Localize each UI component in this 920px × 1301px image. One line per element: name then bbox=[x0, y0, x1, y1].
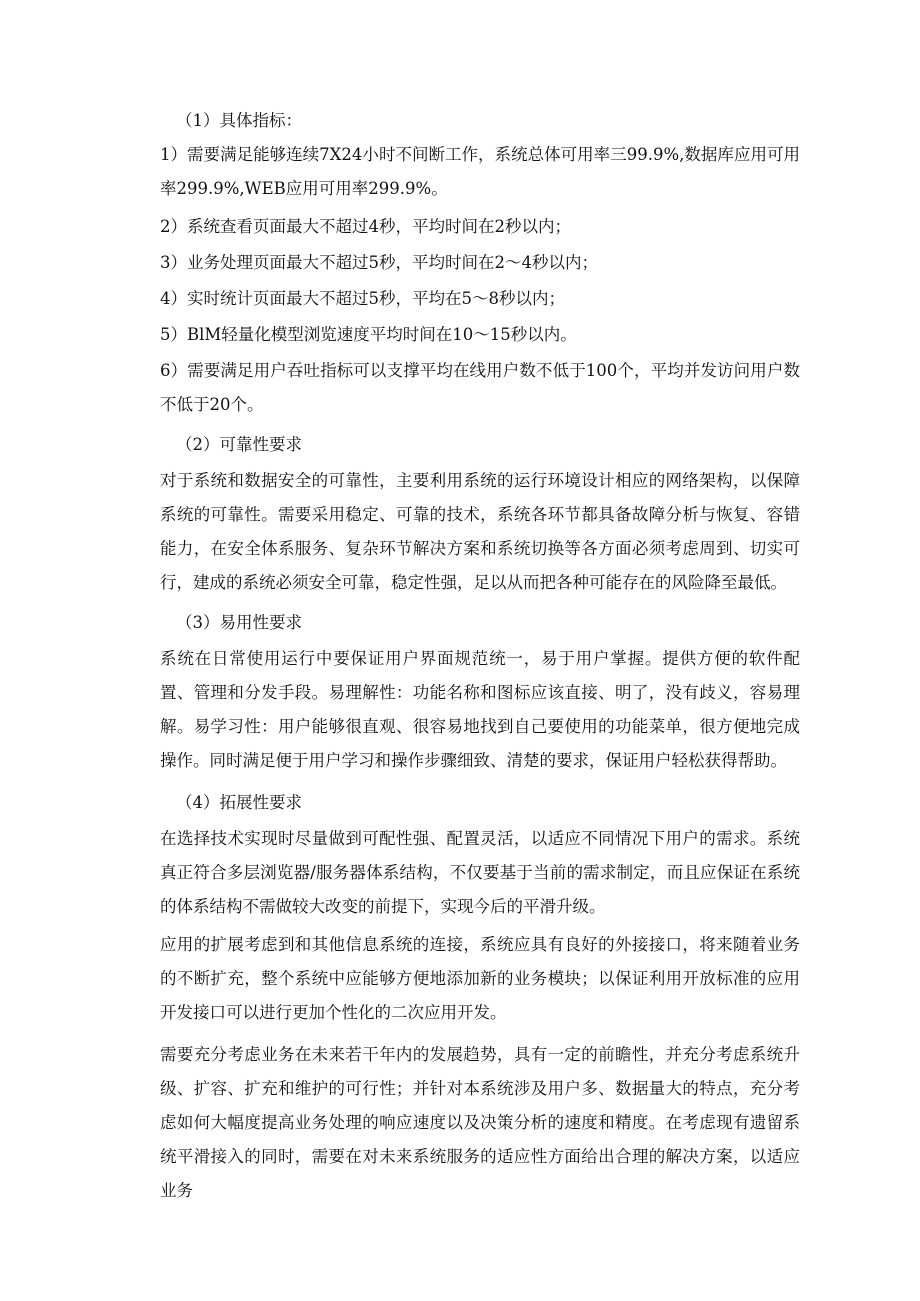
indicator-item-3: 3）业务处理页面最大不超过5秒，平均时间在2～4秒以内； bbox=[160, 253, 598, 272]
heading-reliability: （2）可靠性要求 bbox=[176, 435, 302, 454]
usability-paragraph: 系统在日常使用运行中要保证用户界面规范统一，易于用户掌握。提供方便的软件配置、管理和分发手段。易理解性：功能名称和图标应该直接、明了，没有歧义，容易理解。易学习性：用户能够很直观、很容易地找到自己要使用的功能菜单，很方便地完成操作。同时满足便于用户学习和操作步骤细致、清楚的要求，保证用户轻松获得帮助。 bbox=[160, 649, 800, 770]
extensibility-paragraph-3: 需要充分考虑业务在未来若干年内的发展趋势，具有一定的前瞻性，并充分考虑系统升级、扩容、扩充和维护的可行性；并针对本系统涉及用户多、数据量大的特点，充分考虑如何大幅度提高业务处理的响应速度以及决策分析的速度和精度。在考虑现有遗留系统平滑接入的同时，需要在对未来系统服务的适应性方面给出合理的解决方案，以适应业务 bbox=[160, 1045, 800, 1200]
indicator-item-2: 2）系统查看页面最大不超过4秒，平均时间在2秒以内； bbox=[160, 217, 571, 236]
extensibility-paragraph-1: 在选择技术实现时尽量做到可配性强、配置灵活，以适应不同情况下用户的需求。系统真正符合多层浏览器/服务器体系结构，不仅要基于当前的需求制定，而且应保证在系统的体系结构不需做较大改变的前提下，实现今后的平滑升级。 bbox=[160, 829, 800, 916]
heading-extensibility: （4）拓展性要求 bbox=[176, 793, 302, 812]
indicator-item-6: 6）需要满足用户吞吐指标可以支撑平均在线用户数不低于100个，平均并发访问用户数不低于20个。 bbox=[160, 361, 800, 414]
heading-specific-indicators: （1）具体指标： bbox=[176, 111, 302, 130]
indicator-item-1: 1）需要满足能够连续7X24小时不间断工作，系统总体可用率三99.9%,数据库应用可用率299.9%,WEB应用可用率299.9%。 bbox=[160, 145, 800, 198]
extensibility-paragraph-2: 应用的扩展考虑到和其他信息系统的连接，系统应具有良好的外接接口，将来随着业务的不断扩充，整个系统中应能够方便地添加新的业务模块；以保证利用开放标准的应用开发接口可以进行更加个性化的二次应用开发。 bbox=[160, 935, 800, 1022]
reliability-paragraph: 对于系统和数据安全的可靠性，主要利用系统的运行环境设计相应的网络架构，以保障系统的可靠性。需要采用稳定、可靠的技术，系统各环节都具备故障分析与恢复、容错能力，在安全体系服务、复杂环节解决方案和系统切换等各方面必须考虑周到、切实可行，建成的系统必须安全可靠，稳定性强，足以从而把各种可能存在的风险降至最低。 bbox=[160, 471, 800, 592]
heading-usability: （3）易用性要求 bbox=[176, 613, 302, 632]
indicator-item-5: 5）BlM轻量化模型浏览速度平均时间在10～15秒以内。 bbox=[160, 325, 577, 344]
indicator-item-4: 4）实时统计页面最大不超过5秒，平均在5～8秒以内； bbox=[160, 289, 565, 308]
